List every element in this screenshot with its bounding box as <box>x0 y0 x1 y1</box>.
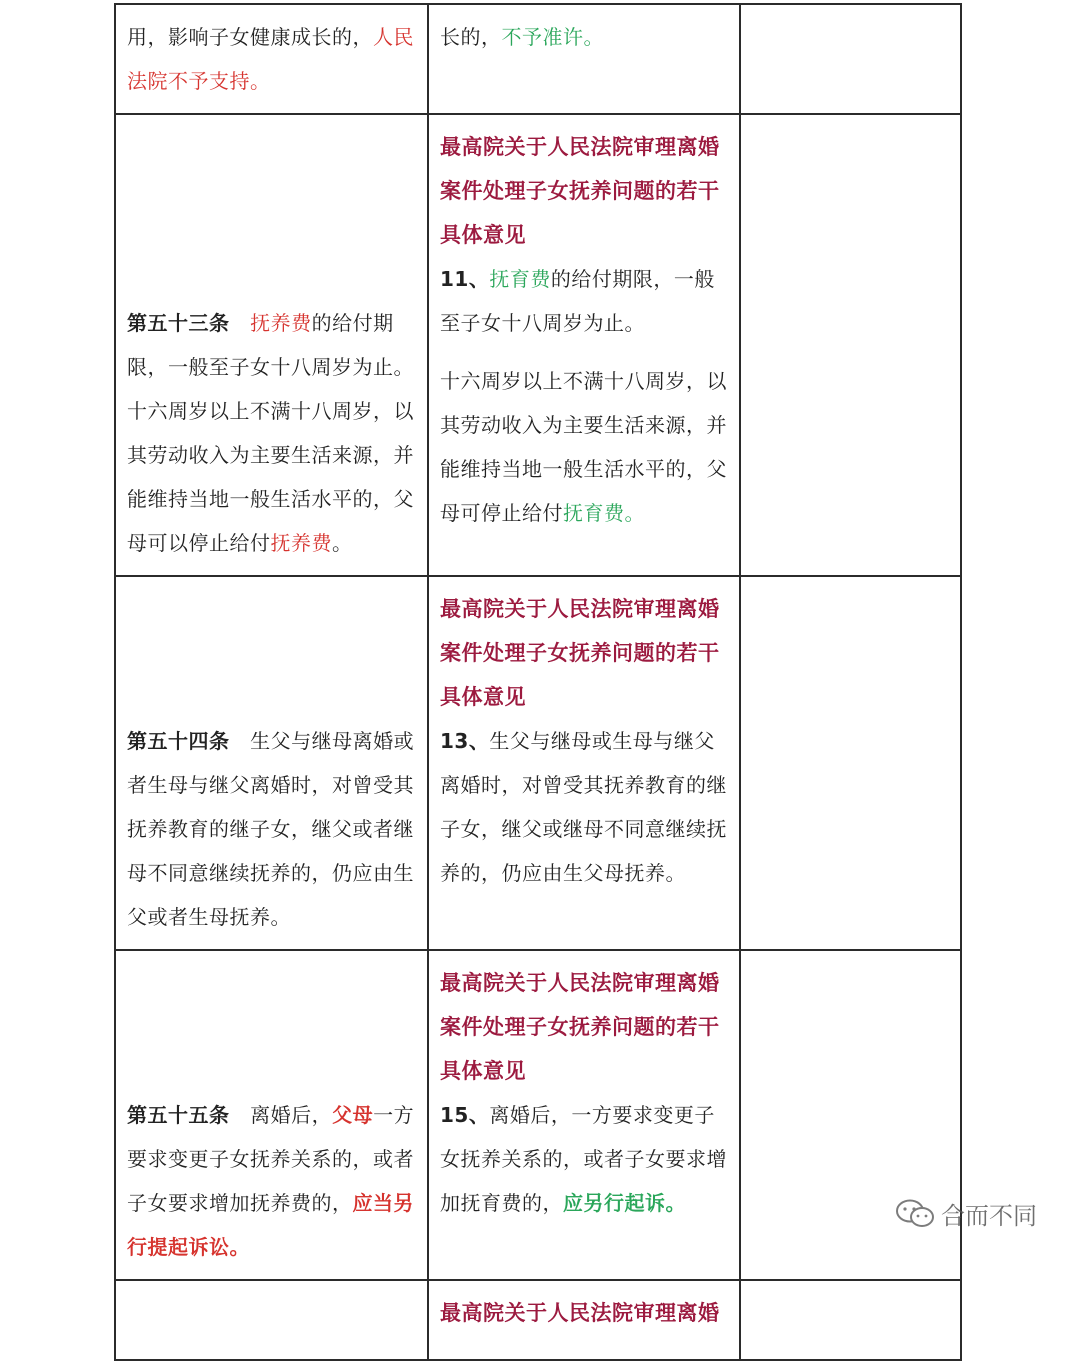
left-cell <box>115 1280 428 1360</box>
cell-text: 一方要求变更子女抚养关系的，或者子女要求增加抚养费的， <box>127 1103 415 1215</box>
mid-cell <box>428 114 740 576</box>
item-number: 13、 <box>440 729 490 753</box>
source-title: 最高院关于人民法院审理离婚案件处理子女抚养问题的若干具体意见 <box>440 597 720 709</box>
cell-text: 离婚后， <box>250 1103 333 1127</box>
right-cell <box>740 114 961 576</box>
table-row <box>115 576 961 950</box>
mid-cell <box>428 576 740 950</box>
right-cell <box>740 1280 961 1360</box>
left-cell <box>115 576 428 950</box>
cell-text: 的给付期限，一般至子女十八周岁为止。十六周岁以上不满十八周岁，以其劳动收入为主要生活来源，并能维持当地一般生活水平的，父母可以停止给付 <box>127 311 414 555</box>
table-row <box>115 4 961 114</box>
table-row <box>115 950 961 1280</box>
cell-text: 生父与继母离婚或者生母与继父离婚时，对曾受其抚养教育的继子女，继父或者继母不同意继续抚养的，仍应由生父或者生母抚养。 <box>127 729 415 929</box>
cell-text <box>440 359 729 535</box>
highlight-red: 父母 <box>332 1103 374 1127</box>
highlight-green: 抚育费。 <box>563 501 645 525</box>
watermark-text: 合而不同 <box>941 1202 1037 1230</box>
source-title: 最高院关于人民法院审理离婚案件处理子女抚养问题的若干具体意见 <box>440 971 720 1083</box>
cell-text: 长的， <box>440 25 502 49</box>
left-cell <box>115 950 428 1280</box>
table-row <box>115 1280 961 1360</box>
highlight-red: 应当另行提起诉讼。 <box>127 1191 414 1259</box>
highlight-red: 抚养费 <box>270 531 332 555</box>
mid-cell <box>428 1280 740 1360</box>
highlight-green: 不予准许。 <box>501 25 604 49</box>
article-number: 第五十五条 <box>127 1103 230 1127</box>
left-cell <box>115 114 428 576</box>
source-title: 最高院关于人民法院审理离婚 <box>440 1301 720 1325</box>
highlight-green: 抚育费 <box>489 267 551 291</box>
item-number: 11、 <box>440 267 490 291</box>
cell-text-part: 十六周岁以上不满十八周岁，以其劳动收入为主要生活来源，并能维持当地一般生活水平的，父母可停止给付 <box>440 369 727 525</box>
article-number: 第五十四条 <box>127 729 230 753</box>
cell-text: 用，影响子女健康成长的， <box>127 25 373 49</box>
left-cell <box>115 4 428 114</box>
highlight-green: 应另行起诉。 <box>563 1191 686 1215</box>
cell-text: 的给付期限，一般至子女十八周岁为止。 <box>440 267 715 335</box>
cell-text: 生父与继母或生母与继父离婚时，对曾受其抚养教育的继子女，继父或继母不同意继续抚养的，仍应由生父母抚养。 <box>440 729 727 885</box>
source-title: 最高院关于人民法院审理离婚案件处理子女抚养问题的若干具体意见 <box>440 135 720 247</box>
mid-cell <box>428 950 740 1280</box>
table-row <box>115 114 961 576</box>
watermark <box>895 1196 1037 1231</box>
wechat-icon <box>895 1198 935 1230</box>
cell-text: 离婚后，一方要求变更子女抚养关系的，或者子女要求增加抚育费的， <box>440 1103 727 1215</box>
cell-text: 。 <box>332 531 353 555</box>
article-number: 第五十三条 <box>127 311 230 335</box>
right-cell <box>740 576 961 950</box>
item-number: 15、 <box>440 1103 490 1127</box>
highlight-red: 抚养费 <box>250 311 312 335</box>
highlight-red: 人民法院不予支持。 <box>127 25 414 93</box>
comparison-table <box>114 3 962 1361</box>
right-cell <box>740 4 961 114</box>
mid-cell <box>428 4 740 114</box>
